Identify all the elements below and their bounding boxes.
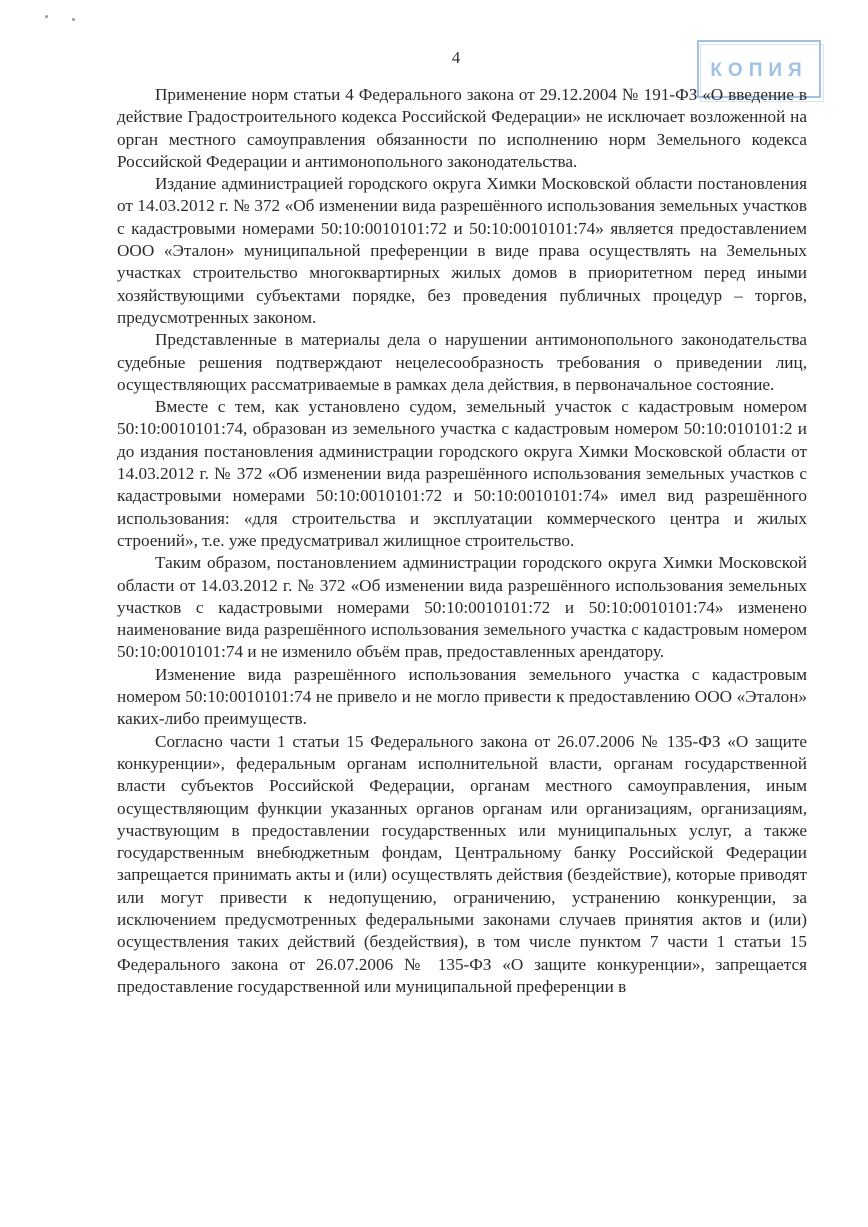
page-number: 4 xyxy=(451,48,461,67)
paragraph: Применение норм статьи 4 Федерального закона от 29.12.2004 № 191-ФЗ «О введение в действие Градостроительного кодекса Российской Федерации» не исключает возложенной на орган местного самоуправления обязанности по исполнению норм Земельного кодекса Российской Федерации и антимонопольного законодательства. xyxy=(117,85,807,171)
paragraph: Таким образом, постановлением администрации городского округа Химки Московской области от 14.03.2012 г. № 372 «Об изменении вида разрешённого использования земельных участков с кадастровыми номерами 50:10:0010101:72 и 50:10:0010101:74» изменено наименование вида разрешённого использования земельного участка с кадастровым номером 50:10:0010101:74 и не изменило объём прав, предоставленных арендатору. xyxy=(117,553,807,662)
scan-speck xyxy=(45,15,48,18)
scan-speck xyxy=(72,18,75,21)
document-body xyxy=(117,84,807,998)
paragraph: Вместе с тем, как установлено судом, земельный участок с кадастровым номером 50:10:0010101:74, образован из земельного участка с кадастровым номером 50:10:010101:2 и до издания постановления администрации городского округа Химки Московской области от 14.03.2012 г. № 372 «Об изменении вида разрешённого использования земельных участков с кадастровыми номерами 50:10:0010101:72 и 50:10:0010101:74» имел вид разрешённого использования: «для строительства и эксплуатации коммерческого центра и жилых строений», т.е. уже предусматривал жилищное строительство. xyxy=(117,397,807,550)
paragraph: Издание администрацией городского округа Химки Московской области постановления от 14.03.2012 г. № 372 «Об изменении вида разрешённого использования земельных участков с кадастровыми номерами 50:10:0010101:72 и 50:10:0010101:74» является предоставлением ООО «Эталон» муниципальной преференции в виде права осуществлять на Земельных участках строительство многоквартирных жилых домов в приоритетном перед иными хозяйствующими субъектами порядке, без проведения публичных процедур – торгов, предусмотренных законом. xyxy=(117,174,807,327)
paragraph: Согласно части 1 статьи 15 Федерального закона от 26.07.2006 № 135-ФЗ «О защите конкуренции», федеральным органам исполнительной власти, органам государственной власти субъектов Российской Федерации, органам местного самоуправления, иным осуществляющим функции указанных органов органам или организациям, организациям, участвующим в предоставлении государственных или муниципальных услуг, а также государственным внебюджетным фондам, Центральному банку Российской Федерации запрещается принимать акты и (или) осуществлять действия (бездействие), которые приводят или могут привести к недопущению, ограничению, устранению конкуренции, за исключением предусмотренных федеральными законами случаев принятия актов и (или) осуществления таких действий (бездействия), в том числе пунктом 7 части 1 статьи 15 Федерального закона от 26.07.2006 № 135-ФЗ «О защите конкуренции», запрещается предоставление государственной или муниципальной преференции в xyxy=(117,731,807,996)
copy-stamp: КОПИЯ xyxy=(697,40,821,98)
paragraph: Изменение вида разрешённого использования земельного участка с кадастровым номером 50:10:0010101:74 не привело и не могло привести к предоставлению ООО «Эталон» каких-либо преимуществ. xyxy=(117,664,807,729)
paragraph: Представленные в материалы дела о нарушении антимонопольного законодательства судебные решения подтверждают нецелесообразность требования о приведении лиц, осуществляющих рассматриваемые в рамках дела действия, в первоначальное состояние. xyxy=(117,330,807,394)
